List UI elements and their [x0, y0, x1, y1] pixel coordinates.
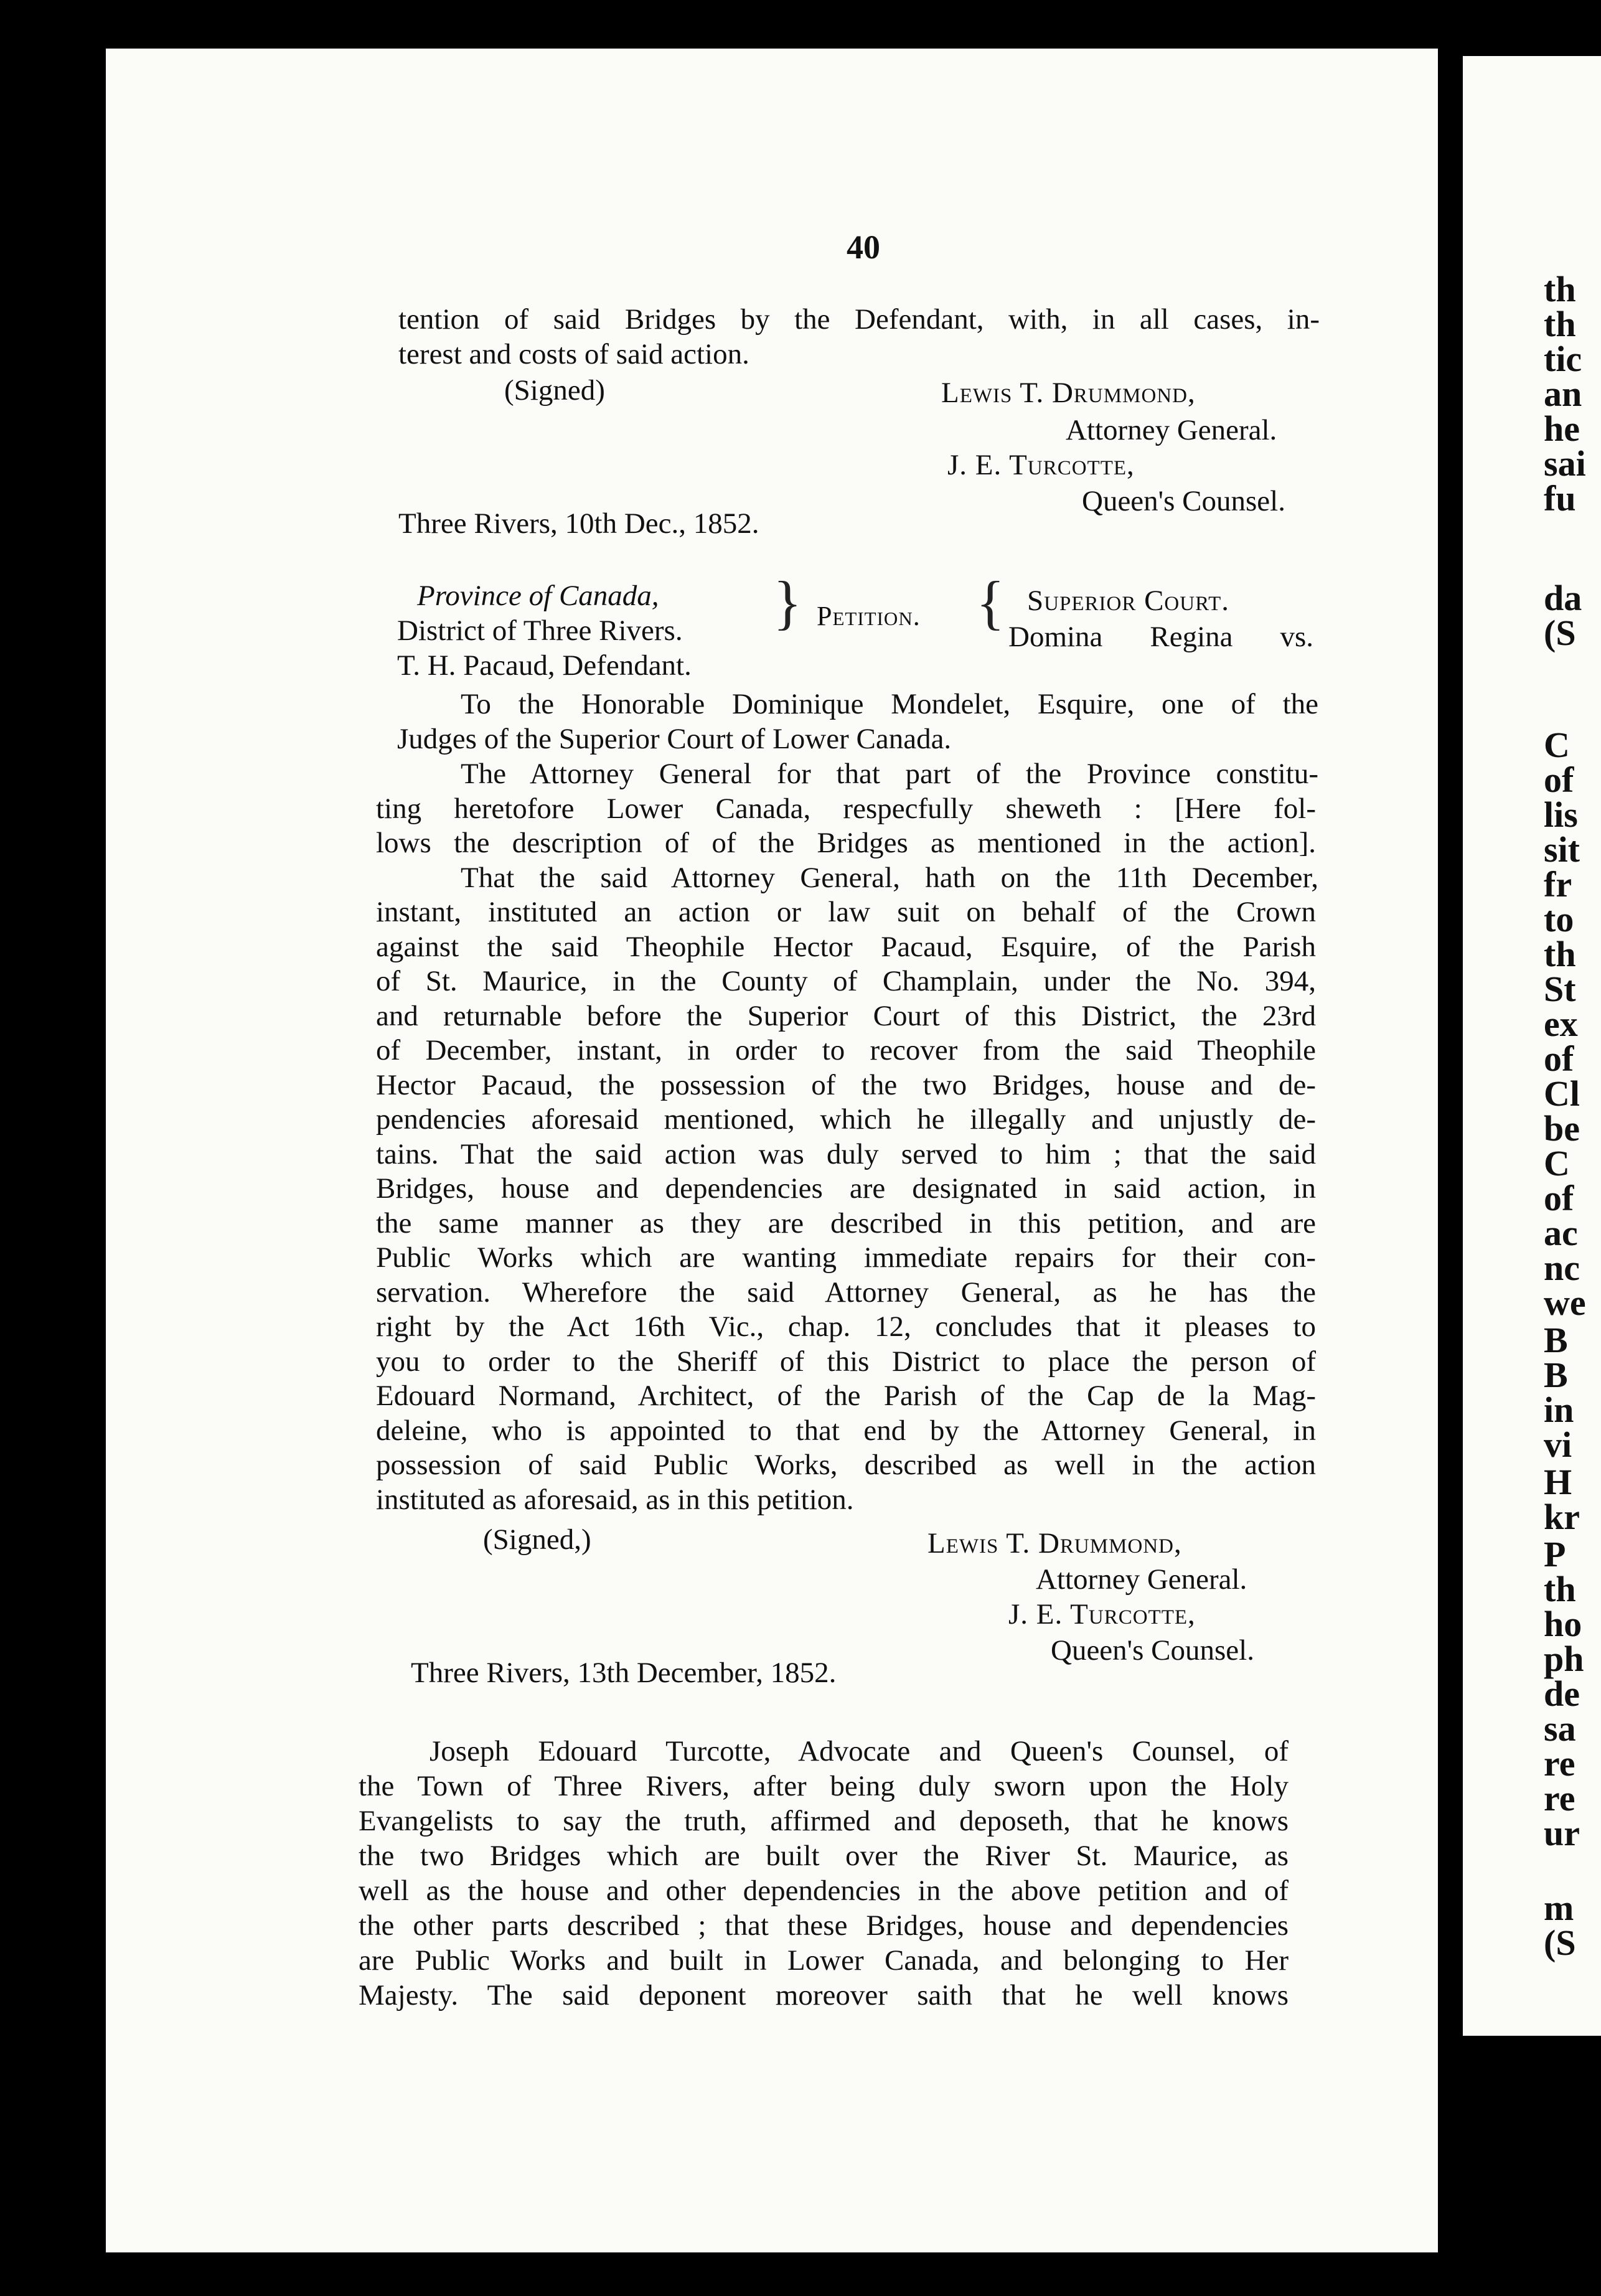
text-line: the Town of Three Rivers, after being duly sworn upon the Holy	[359, 1770, 1289, 1802]
signatory-name: Lewis T. Drummond,	[927, 1527, 1182, 1560]
facing-page-fragment: (S	[1544, 613, 1576, 653]
signatory-title: Queen's Counsel.	[1051, 1634, 1254, 1667]
text-line: Joseph Edouard Turcotte, Advocate and Queen's Counsel, of	[430, 1735, 1289, 1767]
text-line: ting heretofore Lower Canada, respecfully sheweth : [Here fol-	[376, 792, 1316, 825]
signatory-name: J. E. Turcotte,	[1008, 1598, 1196, 1630]
right-brace: {	[976, 569, 1005, 636]
text-line: To the Honorable Dominique Mondelet, Esquire, one of the	[461, 688, 1318, 720]
text-line: servation. Wherefore the said Attorney General, as he has the	[376, 1276, 1316, 1309]
facing-page-fragment: ex	[1544, 1004, 1578, 1044]
facing-page-fragment: ho	[1544, 1604, 1582, 1644]
facing-page-fragment: B	[1544, 1320, 1568, 1360]
facing-page-fragment: of	[1544, 760, 1574, 800]
facing-page-fragment: th	[1544, 1569, 1576, 1609]
text-line: terest and costs of said action.	[398, 338, 749, 370]
caption-district: District of Three Rivers.	[397, 614, 683, 647]
text-line: against the said Theophile Hector Pacaud, Esquire, of the Parish	[376, 930, 1316, 963]
text-line: are Public Works and built in Lower Canada, and belonging to Her	[359, 1944, 1289, 1977]
facing-page-fragment: P	[1544, 1534, 1566, 1574]
dateline: Three Rivers, 13th December, 1852.	[411, 1657, 837, 1689]
text-line: Judges of the Superior Court of Lower Canada.	[397, 723, 952, 755]
text-line: Edouard Normand, Architect, of the Parish of the Cap de la Mag-	[376, 1380, 1316, 1412]
facing-page-fragment: St	[1544, 969, 1576, 1009]
facing-page-fragment: nc	[1544, 1248, 1580, 1288]
caption-document-type: Petition.	[817, 601, 921, 631]
facing-page-fragment: sai	[1544, 443, 1586, 484]
signatory-name: Lewis T. Drummond,	[941, 377, 1196, 409]
facing-page-fragment: da	[1544, 578, 1582, 618]
text-line: pendencies aforesaid mentioned, which he illegally and unjustly de-	[376, 1103, 1316, 1136]
facing-page-fragment: th	[1544, 269, 1576, 309]
text-line: well as the house and other dependencies in the above petition and of	[359, 1875, 1289, 1907]
facing-page-fragment: ph	[1544, 1639, 1584, 1679]
signatory-title: Attorney General.	[1066, 414, 1277, 446]
facing-page-fragment: C	[1544, 725, 1570, 765]
text-line: of December, instant, in order to recover from the said Theophile	[376, 1034, 1316, 1066]
facing-page-fragment: ac	[1544, 1213, 1578, 1253]
text-line: the same manner as they are described in this petition, and are	[376, 1207, 1316, 1240]
facing-page-fragment: fr	[1544, 864, 1572, 905]
text-line: tention of said Bridges by the Defendant, with, in all cases, in-	[398, 303, 1320, 336]
facing-page-fragment: of	[1544, 1178, 1574, 1218]
facing-page-fragment: re	[1544, 1778, 1575, 1818]
facing-page-fragment: C	[1544, 1143, 1570, 1183]
facing-page-fragment: re	[1544, 1743, 1575, 1784]
facing-page-fragment: B	[1544, 1355, 1568, 1395]
facing-page-fragment: kr	[1544, 1497, 1580, 1537]
caption-defendant: T. H. Pacaud, Defendant.	[397, 649, 692, 682]
facing-page-fragment: H	[1544, 1462, 1572, 1502]
facing-page-fragment: to	[1544, 899, 1574, 939]
text-line: That the said Attorney General, hath on the 11th December,	[461, 861, 1318, 894]
facing-page-fragment: he	[1544, 408, 1580, 449]
facing-page-fragment: sit	[1544, 829, 1580, 870]
signed-label: (Signed)	[504, 374, 605, 407]
facing-page-fragment: in	[1544, 1390, 1574, 1430]
facing-page-fragment: sa	[1544, 1708, 1576, 1749]
facing-page-fragment: fu	[1544, 478, 1576, 519]
facing-page-fragment: de	[1544, 1673, 1580, 1714]
text-line: and returnable before the Superior Court of this District, the 23rd	[376, 999, 1316, 1032]
facing-page	[1463, 56, 1601, 2036]
text-line: lows the description of of the Bridges as mentioned in the action].	[376, 827, 1316, 859]
text-line: possession of said Public Works, described as well in the action	[376, 1449, 1316, 1481]
text-line: the other parts described ; that these Bridges, house and dependencies	[359, 1909, 1289, 1942]
caption-province: Province of Canada,	[417, 580, 659, 612]
facing-page-fragment: ur	[1544, 1813, 1580, 1853]
text-line: the two Bridges which are built over the River St. Maurice, as	[359, 1840, 1289, 1872]
text-line: right by the Act 16th Vic., chap. 12, concludes that it pleases to	[376, 1310, 1316, 1343]
signatory-name: J. E. Turcotte,	[947, 449, 1135, 481]
text-line: deleine, who is appointed to that end by the Attorney General, in	[376, 1414, 1316, 1447]
dateline: Three Rivers, 10th Dec., 1852.	[398, 507, 759, 540]
text-line: Bridges, house and dependencies are designated in said action, in	[376, 1172, 1316, 1205]
page-number: 40	[847, 228, 880, 266]
facing-page-fragment: (S	[1544, 1922, 1576, 1963]
text-line: instant, instituted an action or law suit on behalf of the Crown	[376, 896, 1316, 928]
facing-page-fragment: of	[1544, 1038, 1574, 1079]
text-line: Public Works which are wanting immediate repairs for their con-	[376, 1241, 1316, 1274]
facing-page-fragment: an	[1544, 374, 1582, 414]
facing-page-fragment: we	[1544, 1282, 1586, 1323]
signatory-title: Queen's Counsel.	[1082, 485, 1285, 517]
facing-page-fragment: lis	[1544, 794, 1578, 835]
facing-page-fragment: vi	[1544, 1424, 1572, 1465]
caption-parties: Domina Regina vs.	[1008, 621, 1313, 653]
caption-court: Superior Court.	[1027, 585, 1230, 617]
facing-page-fragment: th	[1544, 934, 1576, 974]
facing-page-fragment: tic	[1544, 339, 1582, 379]
left-brace: }	[773, 569, 802, 636]
text-line: Hector Pacaud, the possession of the two Bridges, house and de-	[376, 1068, 1316, 1101]
text-line: Majesty. The said deponent moreover saith that he well knows	[359, 1979, 1289, 2011]
text-line: you to order to the Sheriff of this District to place the person of	[376, 1345, 1316, 1378]
signed-label: (Signed,)	[483, 1523, 591, 1556]
text-line: tains. That the said action was duly served to him ; that the said	[376, 1137, 1316, 1170]
facing-page-fragment: th	[1544, 304, 1576, 344]
text-line: The Attorney General for that part of the Province constitu-	[461, 758, 1318, 790]
text-line: of St. Maurice, in the County of Champlain, under the No. 394,	[376, 965, 1316, 997]
text-line: instituted as aforesaid, as in this petition.	[376, 1483, 854, 1516]
facing-page-fragment: be	[1544, 1108, 1580, 1149]
facing-page-fragment: m	[1544, 1888, 1574, 1928]
signatory-title: Attorney General.	[1036, 1563, 1247, 1596]
text-line: Evangelists to say the truth, affirmed and deposeth, that he knows	[359, 1805, 1289, 1837]
facing-page-fragment: Cl	[1544, 1073, 1580, 1114]
